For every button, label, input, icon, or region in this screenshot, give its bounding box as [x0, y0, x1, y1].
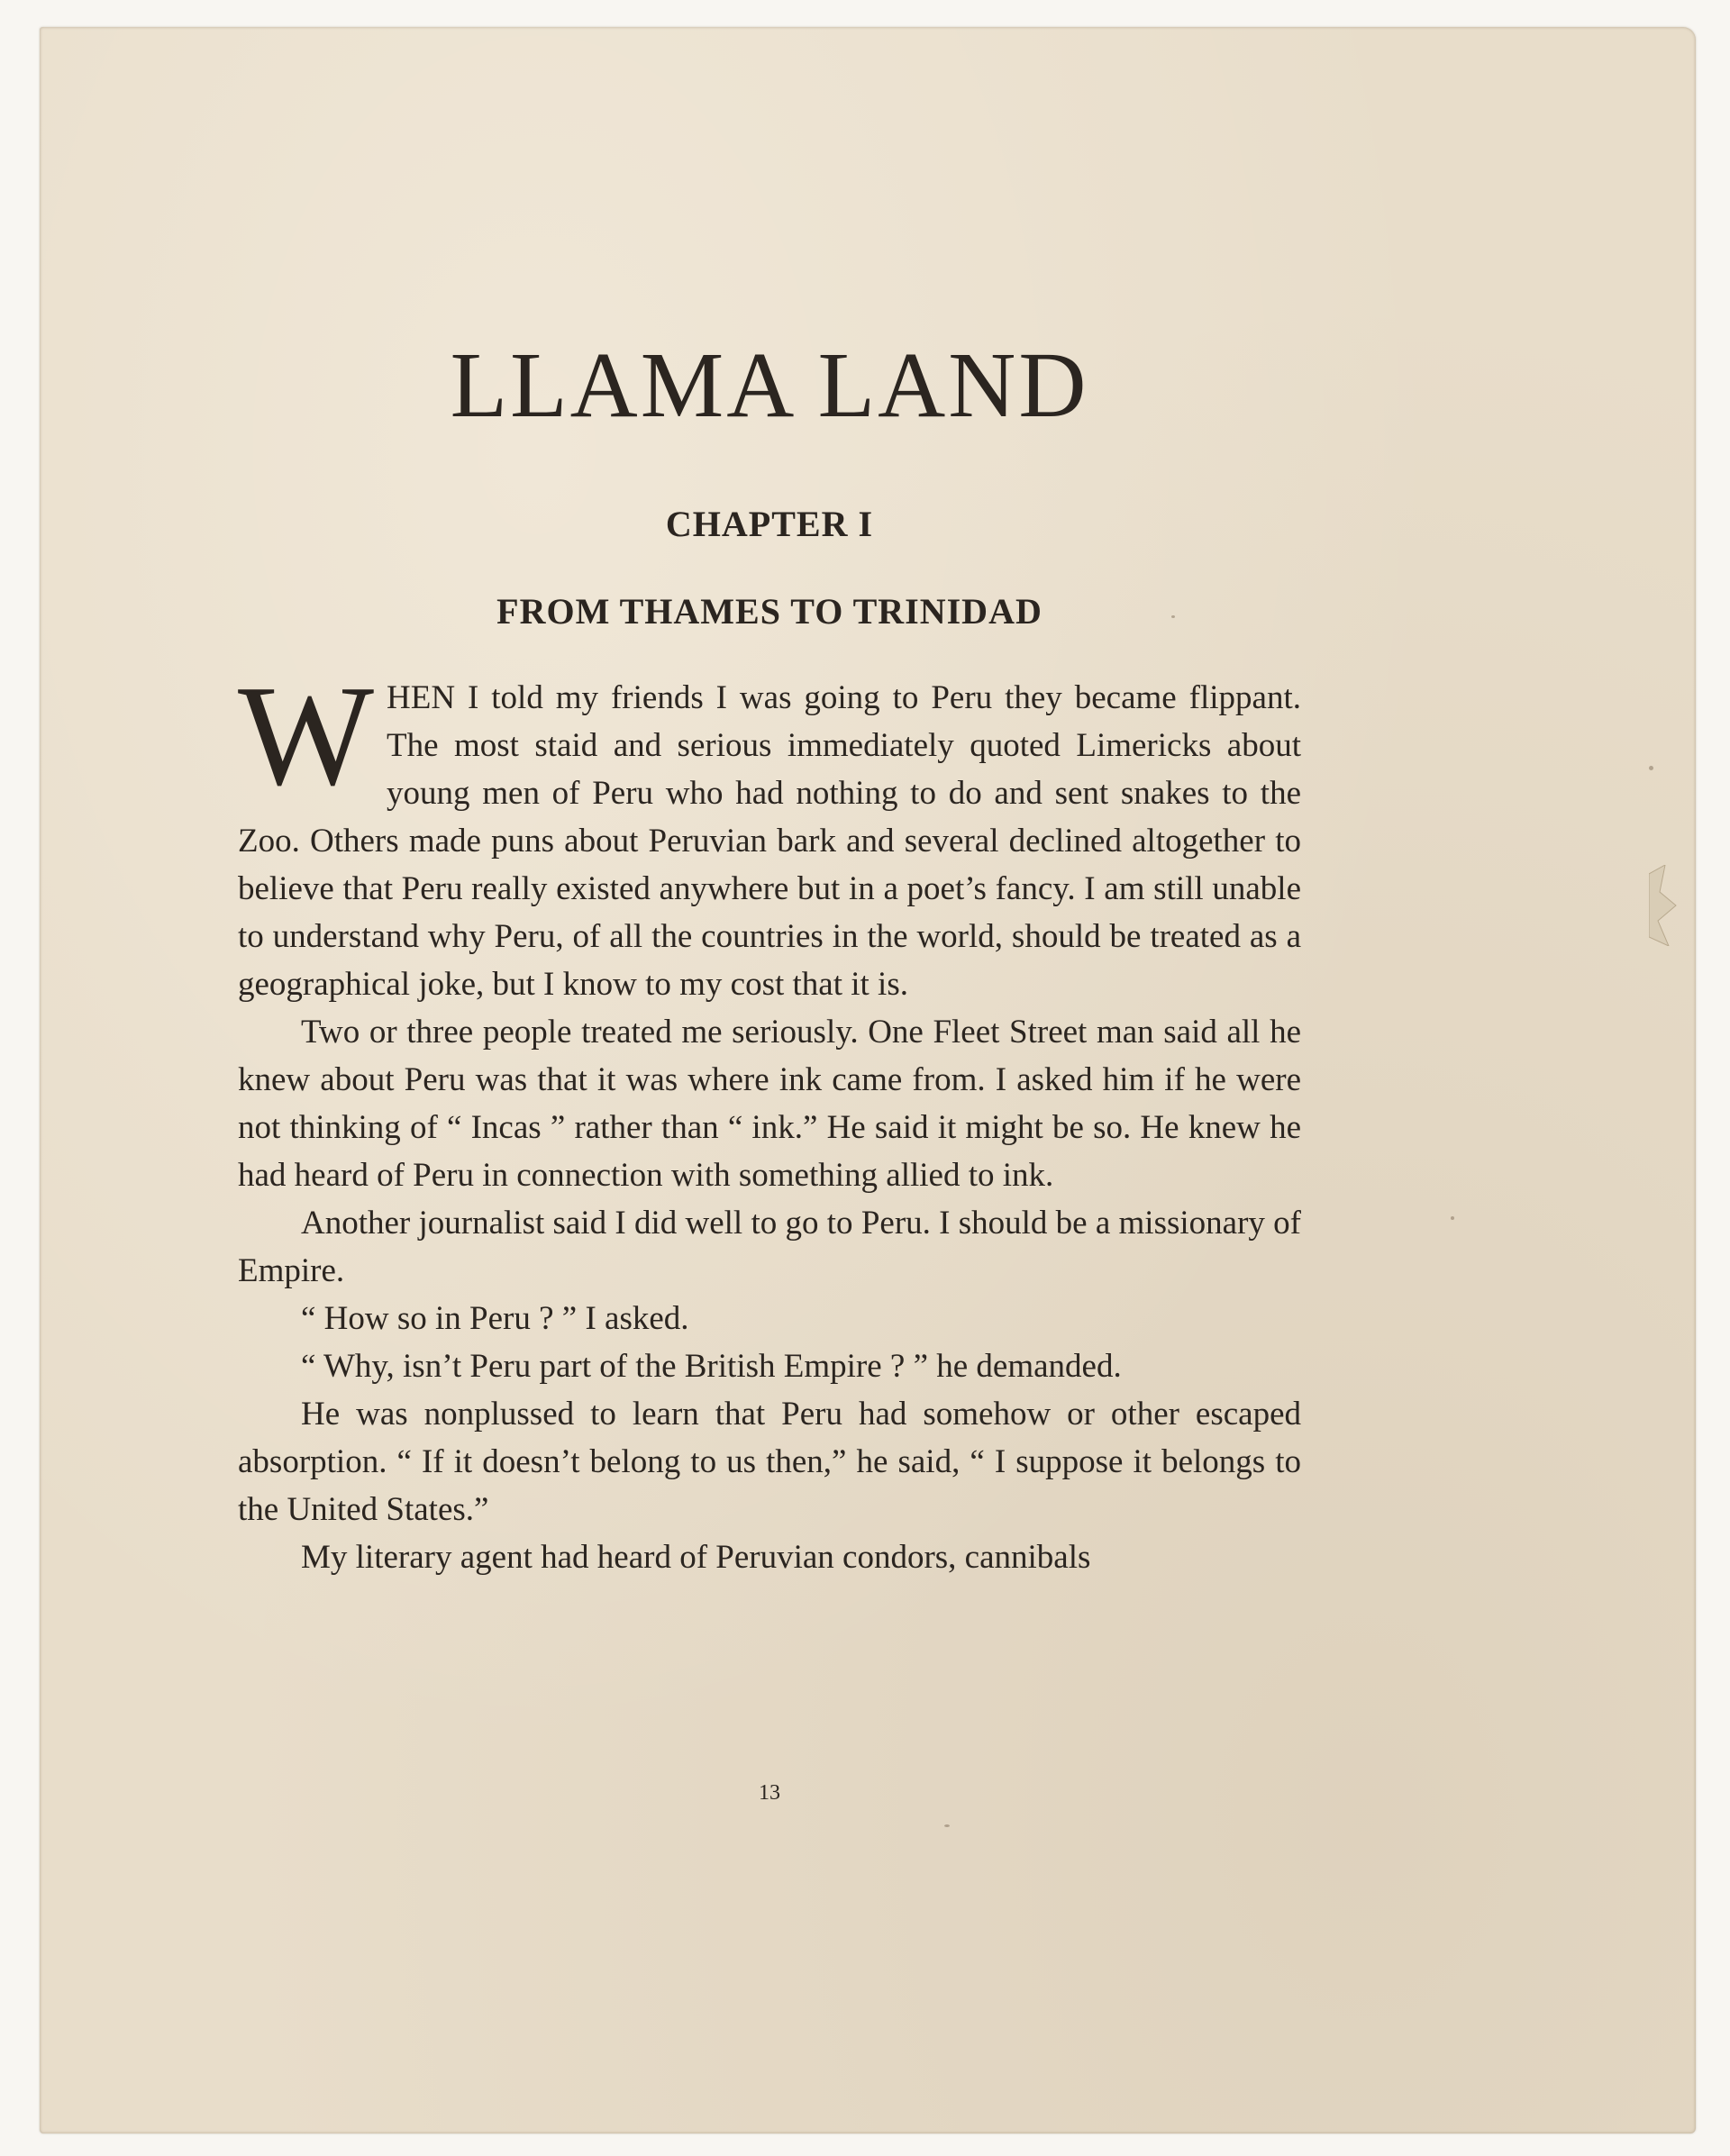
paper-speck [944, 1824, 950, 1827]
paragraph: “ How so in Peru ? ” I asked. [301, 1300, 689, 1337]
paragraph: Another journalist said I did well to go to Peru. I should be a missionary of Empire. [238, 1205, 1301, 1289]
book-title: LLAMA LAND [450, 333, 1089, 437]
paper-speck [1649, 766, 1653, 770]
chapter-label: CHAPTER I [665, 504, 874, 544]
paragraph: He was nonplussed to learn that Peru had somehow or other escaped absorption. “ If it doesn’t belong to us then,” he said, “ I suppose it belongs to the United States.” [238, 1396, 1301, 1528]
paragraph: “ Why, isn’t Peru part of the British Empire ? ” he demanded. [301, 1348, 1122, 1385]
drop-cap: W [238, 655, 375, 815]
paragraph: Two or three people treated me seriously. One Fleet Street man said all he knew about Peru was that it was where ink came from. I asked him if he were not thinking of “ Incas ” rather than “ ink.” He said it might be so. He knew he had heard of Peru in connection with something allied to ink. [238, 1014, 1301, 1194]
body-text [238, 655, 1301, 1581]
paper-speck [1451, 1216, 1454, 1220]
paragraph: My literary agent had heard of Peruvian condors, cannibals [301, 1539, 1091, 1576]
torn-edge-mark [1649, 865, 1685, 946]
paragraph [238, 655, 1301, 1008]
chapter-title: FROM THAMES TO TRINIDAD [496, 591, 1043, 632]
page-number: 13 [759, 1781, 780, 1805]
paragraph-text: HEN I told my friends I was going to Peru they became flippant. The most staid and serious immediately quoted Limericks about young men of Peru who had nothing to do and sent snakes to the Zoo. Others made puns about Peruvian bark and several declined altogether to believe that Peru really existed anywhere but in a poet’s fancy. I am still unable to understand why Peru, of all the countries in the world, should be treated as a geographical joke, but I know to my cost that it is. [238, 679, 1301, 1003]
